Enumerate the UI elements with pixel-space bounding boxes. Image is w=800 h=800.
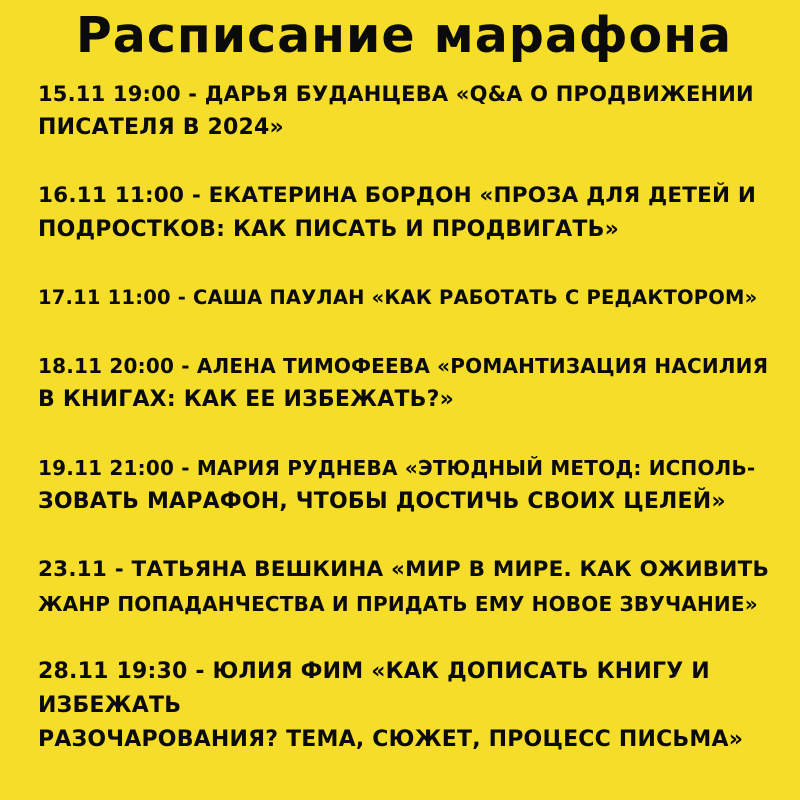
schedule-entry-7 xyxy=(38,655,770,757)
entry-line: 19.11 21:00 - МАРИЯ РУДНЕВА «ЭТЮДНЫЙ МЕТОД: ИСПОЛЬ- xyxy=(38,456,756,480)
entry-line: ЗОВАТЬ МАРАФОН, ЧТОБЫ ДОСТИЧЬ СВОИХ ЦЕЛЕЙ» xyxy=(38,489,726,514)
entry-line: 16.11 11:00 - ЕКАТЕРИНА БОРДОН «ПРОЗА ДЛЯ ДЕТЕЙ И xyxy=(38,183,757,208)
schedule-entry-1 xyxy=(38,77,770,145)
entry-line: 23.11 - ТАТЬЯНА ВЕШКИНА «МИР В МИРЕ. КАК ОЖИВИТЬ xyxy=(38,557,770,582)
entry-line: ЖАНР ПОПАДАНЧЕСТВА И ПРИДАТЬ ЕМУ НОВОЕ ЗВУЧАНИЕ» xyxy=(38,592,758,616)
schedule-entry-3 xyxy=(38,281,770,315)
entry-line: 28.11 19:30 - ЮЛИЯ ФИМ «КАК ДОПИСАТЬ КНИГУ И xyxy=(38,659,710,684)
entry-line: В КНИГАХ: КАК ЕЕ ИЗБЕЖАТЬ?» xyxy=(38,387,455,412)
entry-line: 15.11 19:00 - ДАРЬЯ БУДАНЦЕВА «Q&A О ПРОДВИЖЕНИИ xyxy=(38,82,754,106)
entry-line: 17.11 11:00 - САША ПАУЛАН «КАК РАБОТАТЬ С РЕДАКТОРОМ» xyxy=(38,286,758,309)
schedule-entry-6 xyxy=(38,553,770,621)
schedule-entry-5 xyxy=(38,451,770,519)
entry-line: ПОДРОСТКОВ: КАК ПИСАТЬ И ПРОДВИГАТЬ» xyxy=(38,217,619,242)
page-title: Расписание марафона xyxy=(75,7,733,64)
schedule-entry-2 xyxy=(38,179,770,247)
schedule-entry-4 xyxy=(38,349,770,417)
entry-line: ИЗБЕЖАТЬ xyxy=(38,693,182,718)
schedule-list xyxy=(38,77,770,757)
entry-line: 18.11 20:00 - АЛЕНА ТИМОФЕЕВА «РОМАНТИЗАЦИЯ НАСИЛИЯ xyxy=(38,354,769,378)
entry-line: ПИСАТЕЛЯ В 2024» xyxy=(38,115,284,140)
entry-line: РАЗОЧАРОВАНИЯ? ТЕМА, СЮЖЕТ, ПРОЦЕСС ПИСЬМА» xyxy=(38,727,744,752)
